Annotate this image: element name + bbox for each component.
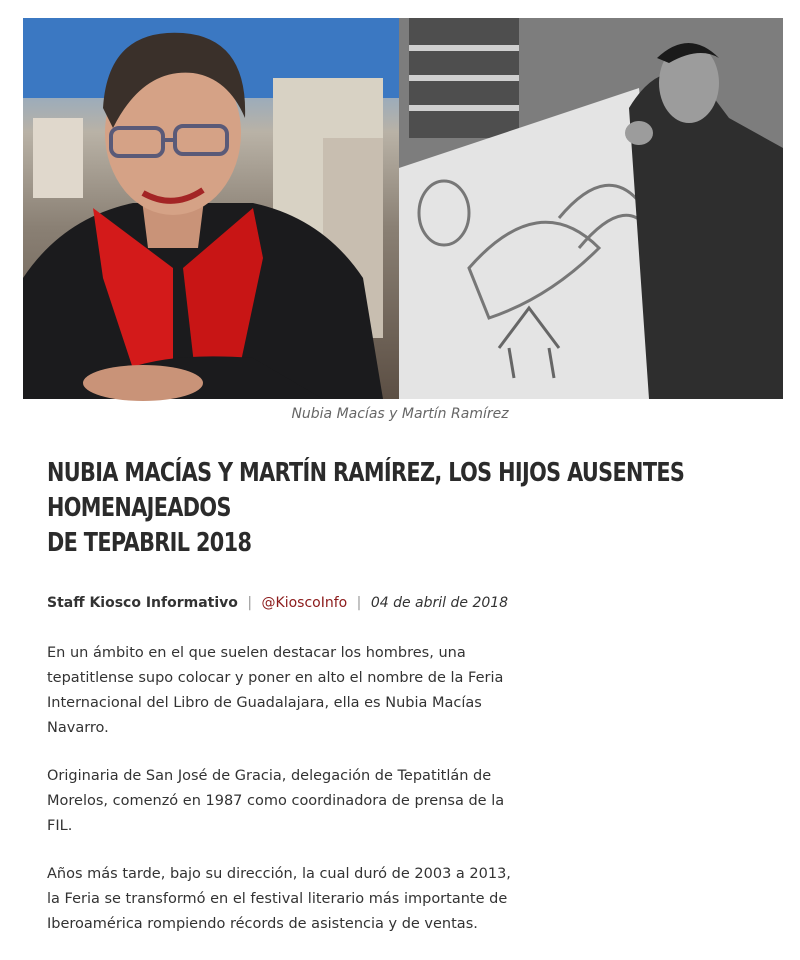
article-title-line-2: DE TEPABRIL 2018 [47,528,252,558]
byline-separator: | [356,595,362,611]
article-title [47,456,767,561]
paragraph: Originaria de San José de Gracia, delegación de Tepatitlán de Morelos, comenzó en 1987 como coordinadora de prensa de la FIL. [47,768,505,834]
byline-separator: | [247,595,253,611]
author-name: Staff Kiosco Informativo [47,595,238,611]
twitter-handle-link[interactable]: @KioscoInfo [261,595,348,611]
article-title-line-1: NUBIA MACÍAS Y MARTÍN RAMÍREZ, LOS HIJOS AUSENTES HOMENAJEADOS [47,458,685,523]
byline [47,595,508,611]
publish-date: 04 de abril de 2018 [370,595,509,611]
paragraph: En un ámbito en el que suelen destacar los hombres, una tepatitlense supo colocar y poner en alto el nombre de la Feria Internacional del Libro de Guadalajara, ella es Nubia Macías Navarro. [47,645,504,736]
nubia-macias-photo [23,18,399,399]
paragraph: Años más tarde, bajo su dirección, la cual duró de 2003 a 2013, la Feria se transformó en el festival literario más importante de Iberoamérica rompiendo récords de asistencia y de ventas. [47,866,511,932]
article-hero-image [23,18,783,399]
article-body [47,641,527,960]
martin-ramirez-photo [399,18,783,399]
image-caption: Nubia Macías y Martín Ramírez [291,406,509,422]
